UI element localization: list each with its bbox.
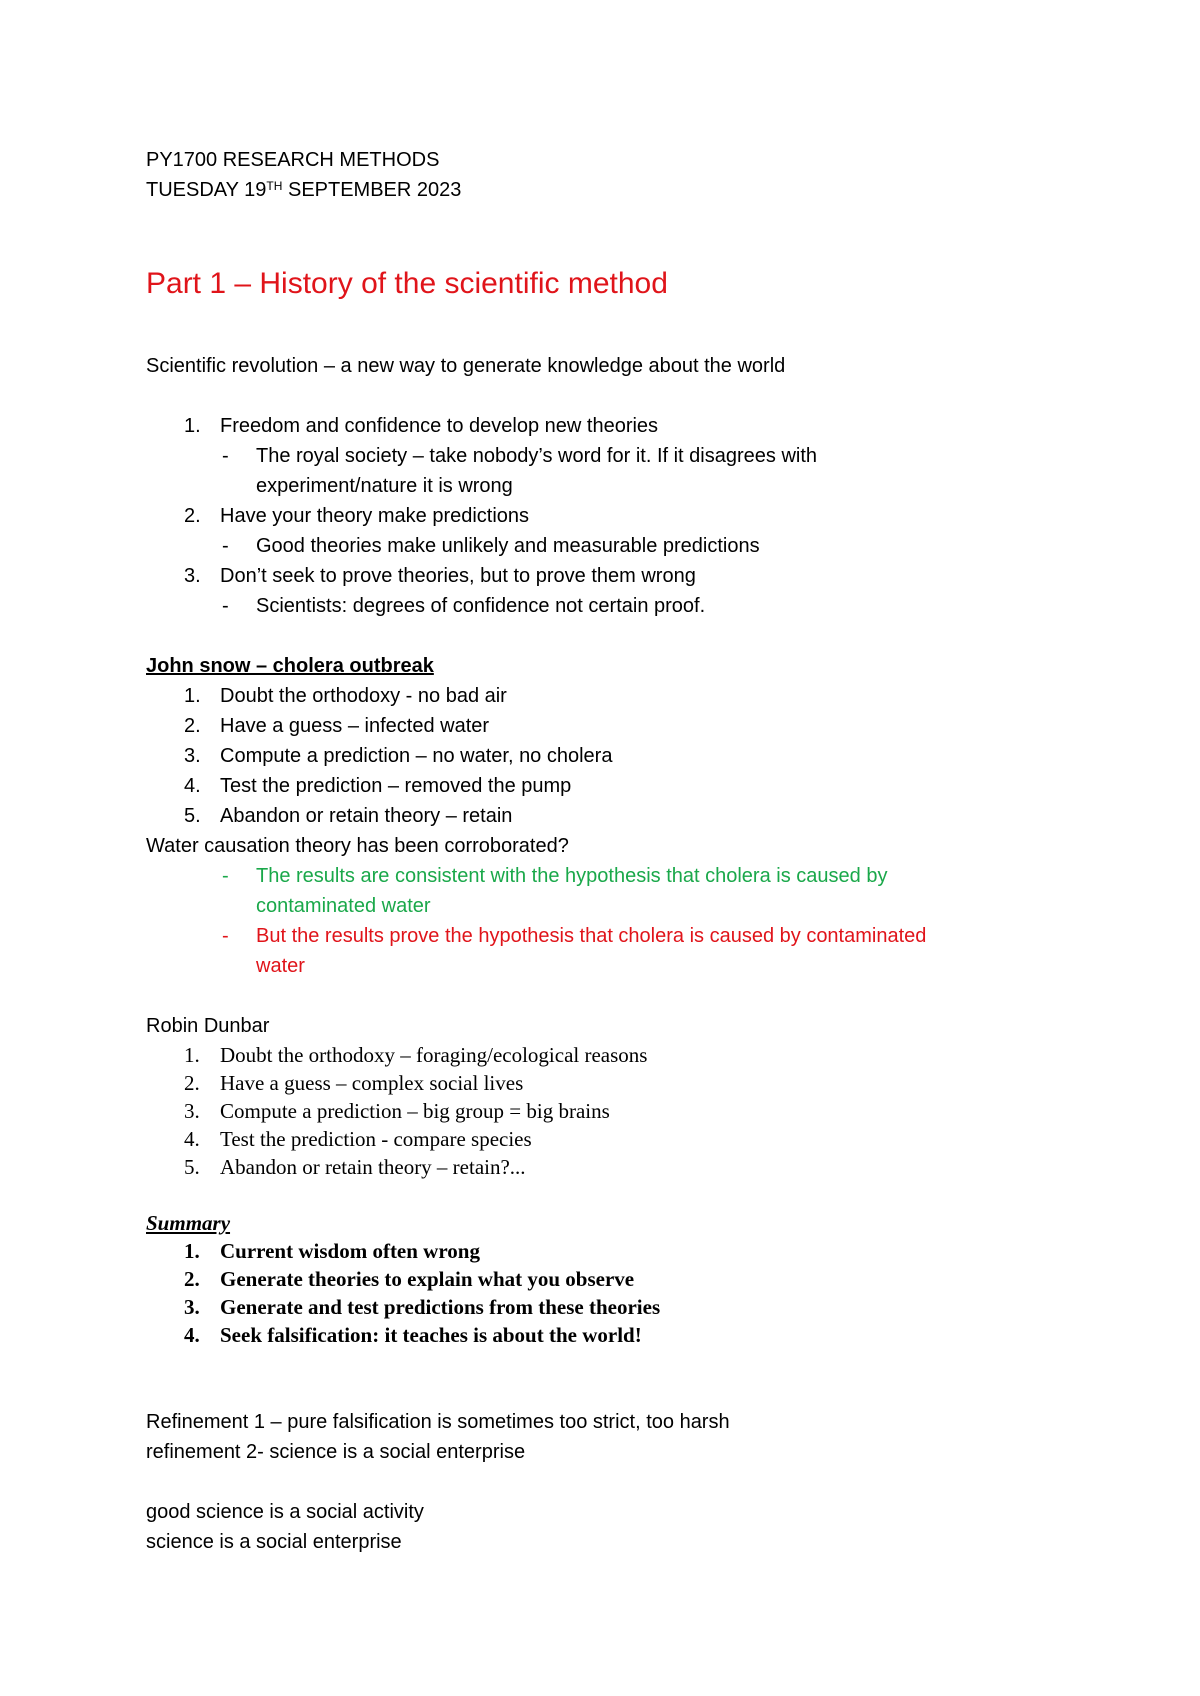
- item-text: Generate and test predictions from these theories: [220, 1295, 661, 1319]
- item-text: Don’t seek to prove theories, but to prove them wrong: [220, 565, 696, 587]
- intro-text: Scientific revolution – a new way to generate knowledge about the world: [146, 355, 786, 377]
- item-text: Doubt the orthodoxy – foraging/ecological reasons: [220, 1043, 648, 1067]
- refinement-2: refinement 2- science is a social enterprise: [146, 1441, 526, 1463]
- item-text: The results are consistent with the hypothesis that cholera is caused by: [256, 865, 888, 887]
- item-text: Seek falsification: it teaches is about the world!: [220, 1323, 642, 1347]
- item-bullet: -: [222, 595, 229, 617]
- item-bullet: -: [222, 925, 229, 947]
- item-text: experiment/nature it is wrong: [256, 475, 513, 497]
- item-text: Generate theories to explain what you observe: [220, 1267, 635, 1291]
- item-number: 1.: [184, 415, 201, 437]
- item-number: 1.: [184, 685, 201, 707]
- date-superscript: TH: [266, 179, 283, 193]
- item-bullet: -: [222, 535, 229, 557]
- item-text: Have a guess – infected water: [220, 715, 490, 737]
- item-number: 4.: [184, 1323, 200, 1347]
- item-bullet: -: [222, 865, 229, 887]
- item-text: Current wisdom often wrong: [220, 1239, 480, 1263]
- item-text: Abandon or retain theory – retain: [220, 805, 513, 827]
- item-text: But the results prove the hypothesis that cholera is caused by contaminated: [256, 925, 927, 947]
- item-number: 2.: [184, 715, 201, 737]
- item-number: 2.: [184, 1267, 200, 1291]
- item-number: 2.: [184, 1071, 200, 1095]
- summary-heading: Summary: [146, 1211, 231, 1235]
- item-text: Compute a prediction – big group = big brains: [220, 1099, 610, 1123]
- item-number: 3.: [184, 1099, 200, 1123]
- item-number: 4.: [184, 1127, 200, 1151]
- item-text: contaminated water: [256, 895, 431, 917]
- refinement-1: Refinement 1 – pure falsification is sometimes too strict, too harsh: [146, 1411, 730, 1433]
- snow-heading: John snow – cholera outbreak: [146, 655, 434, 677]
- item-number: 5.: [184, 805, 201, 827]
- item-text: Scientists: degrees of confidence not certain proof.: [256, 595, 706, 617]
- item-text: The royal society – take nobody’s word for it. If it disagrees with: [256, 445, 818, 467]
- item-text: Test the prediction - compare species: [220, 1127, 532, 1151]
- item-text: Freedom and confidence to develop new theories: [220, 415, 659, 437]
- course-title: PY1700 RESEARCH METHODS: [146, 149, 440, 171]
- item-number: 3.: [184, 1295, 200, 1319]
- closing-line-2: science is a social enterprise: [146, 1531, 402, 1553]
- item-text: Have a guess – complex social lives: [220, 1071, 524, 1095]
- item-number: 1.: [184, 1239, 200, 1263]
- item-text: Good theories make unlikely and measurable predictions: [256, 535, 760, 557]
- item-number: 1.: [184, 1043, 200, 1067]
- item-text: Test the prediction – removed the pump: [220, 775, 572, 797]
- item-text: Doubt the orthodoxy - no bad air: [220, 685, 507, 707]
- dunbar-heading: Robin Dunbar: [146, 1015, 270, 1037]
- date-prefix: TUESDAY 19: [146, 179, 267, 201]
- item-number: 3.: [184, 565, 201, 587]
- item-text: Compute a prediction – no water, no cholera: [220, 745, 613, 767]
- date-suffix: SEPTEMBER 2023: [282, 179, 462, 201]
- section-title: Part 1 – History of the scientific method: [146, 267, 668, 300]
- item-number: 2.: [184, 505, 201, 527]
- item-bullet: -: [222, 445, 229, 467]
- item-number: 4.: [184, 775, 201, 797]
- corroboration-question: Water causation theory has been corroborated?: [146, 835, 569, 857]
- item-text: Have your theory make predictions: [220, 505, 530, 527]
- item-number: 3.: [184, 745, 201, 767]
- lecture-date: [146, 178, 461, 202]
- item-text: Abandon or retain theory – retain?...: [220, 1155, 526, 1179]
- item-number: 5.: [184, 1155, 200, 1179]
- item-text: water: [256, 955, 305, 977]
- closing-line-1: good science is a social activity: [146, 1501, 424, 1523]
